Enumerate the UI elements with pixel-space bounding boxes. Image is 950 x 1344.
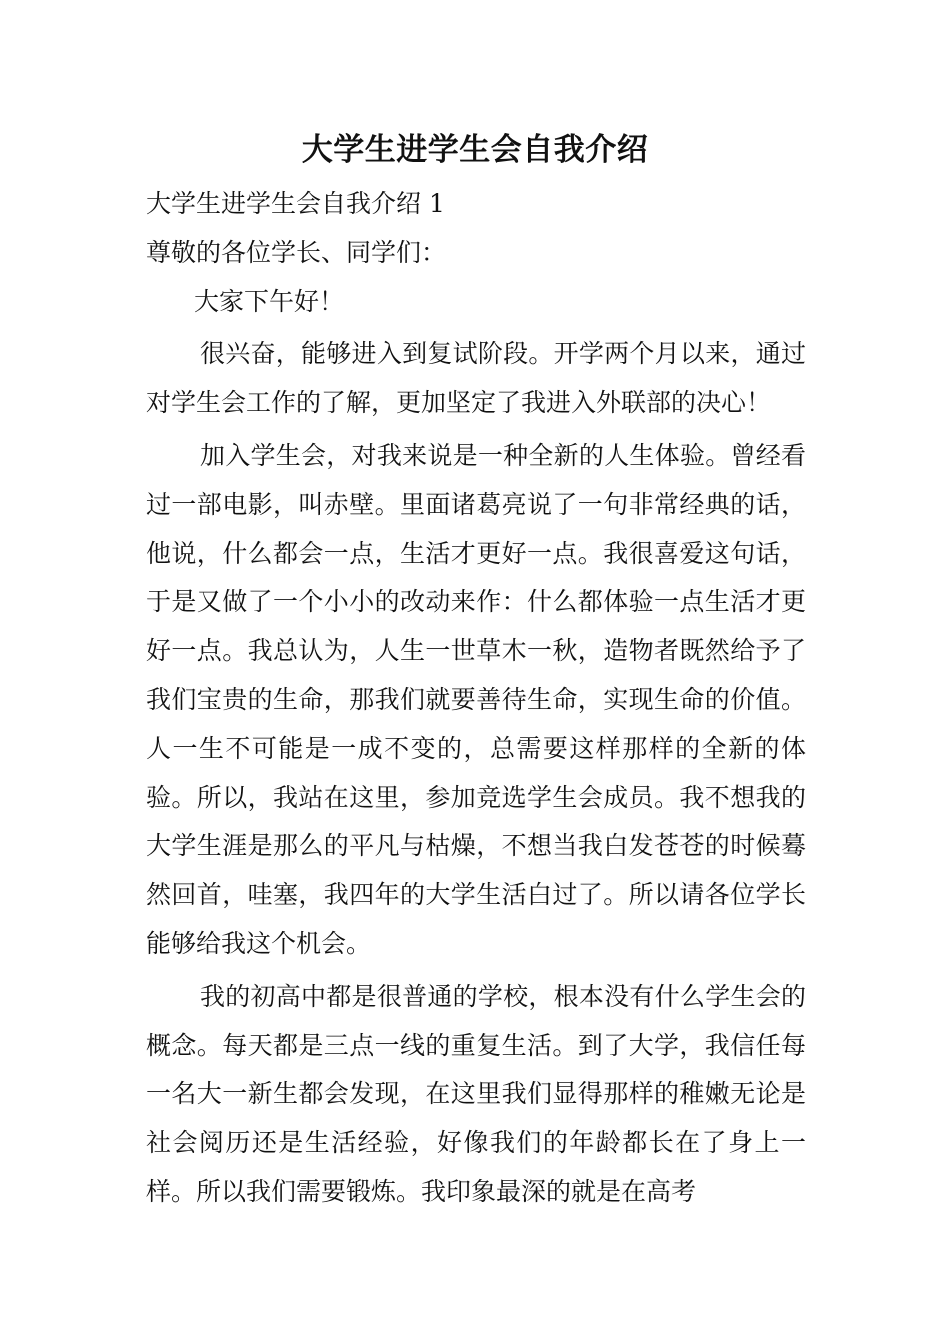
section-heading: 大学生进学生会自我介绍 1 [146,189,445,218]
greeting: 大家下午好！ [194,286,345,316]
document-title: 大学生进学生会自我介绍 [301,132,649,168]
document-body [146,180,806,1217]
paragraph-2: 加入学生会，对我来说是一种全新的人生体验。曾经看过一部电影，叫赤壁。里面诸葛亮说了一句非常经典的话，他说，什么都会一点，生活才更好一点。我很喜爱这句话，于是又做了一个小小的改动来作：什么都体验一点生活才更好一点。我总认为，人生一世草木一秋，造物者既然给予了我们宝贵的生命，那我们就要善待生命，实现生命的价值。人一生不可能是一成不变的，总需要这样那样的全新的体验。所以，我站在这里，参加竞选学生会成员。我不想我的大学生涯是那么的平凡与枯燥，不想当我白发苍苍的时候蓦然回首，哇塞，我四年的大学生活白过了。所以请各位学长能够给我这个机会。 [146,440,806,958]
salutation: 尊敬的各位学长、同学们： [146,237,447,267]
paragraph-3: 我的初高中都是很普通的学校，根本没有什么学生会的概念。每天都是三点一线的重复生活。到了大学，我信任每一名大一新生都会发现，在这里我们显得那样的稚嫩无论是社会阅历还是生活经验，好像我们的年龄都长在了身上一样。所以我们需要锻炼。我印象最深的就是在高考 [146,981,806,1206]
paragraph-1: 很兴奋，能够进入到复试阶段。开学两个月以来，通过对学生会工作的了解，更加坚定了我进入外联部的决心！ [146,339,806,418]
